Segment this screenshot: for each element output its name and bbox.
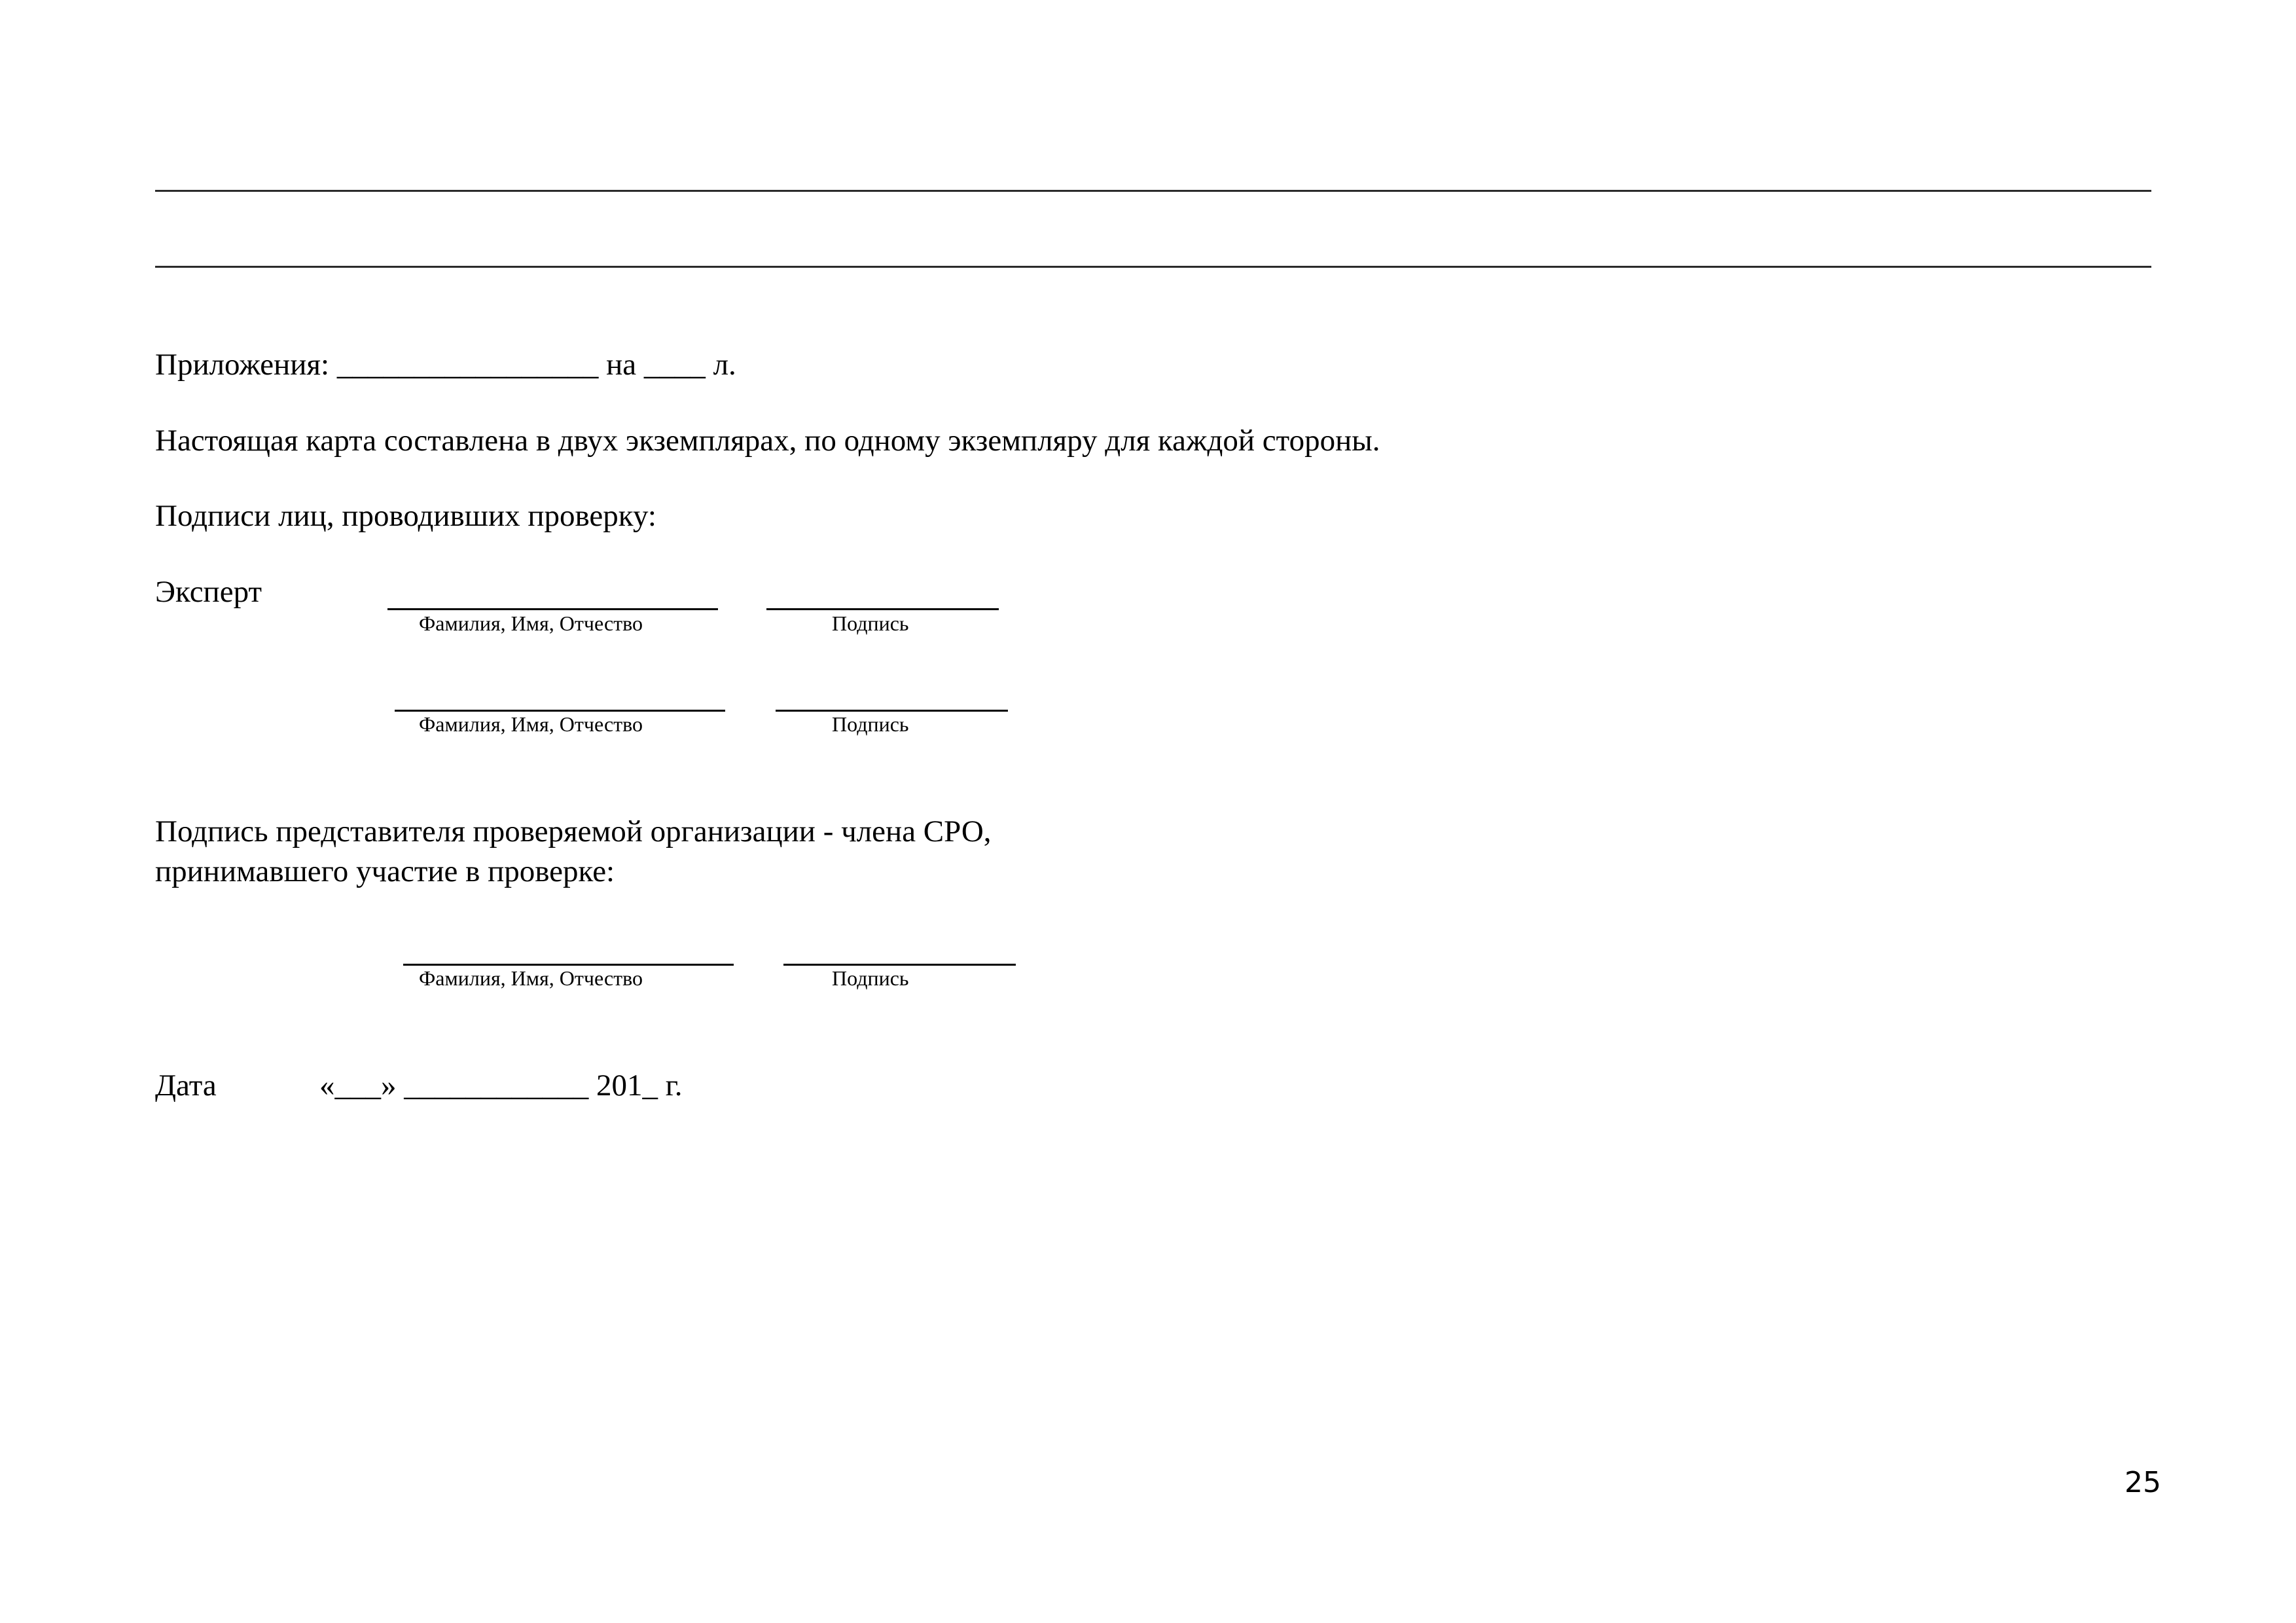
- representative-name-line[interactable]: [403, 964, 734, 966]
- expert-1-name-caption: Фамилия, Имя, Отчество: [419, 611, 643, 635]
- expert-2-signature-caption: Подпись: [832, 712, 909, 736]
- representative-signature-line[interactable]: [783, 964, 1016, 966]
- expert-1-signature-line[interactable]: [766, 608, 999, 610]
- representative-heading-line2: принимавшего участие в проверке:: [155, 854, 615, 888]
- attachments-line: Приложения: _________________ на ____ л.: [155, 348, 736, 382]
- blank-line-1: [155, 190, 2151, 192]
- date-label: Дата: [155, 1068, 217, 1103]
- expert-1-name-line[interactable]: [387, 608, 718, 610]
- representative-name-caption: Фамилия, Имя, Отчество: [419, 966, 643, 990]
- expert-label: Эксперт: [155, 575, 262, 609]
- page-number: 25: [2125, 1466, 2161, 1499]
- representative-signature-caption: Подпись: [832, 966, 909, 990]
- copies-note: Настоящая карта составлена в двух экземплярах, по одному экземпляру для каждой стороны.: [155, 424, 1380, 458]
- inspectors-heading: Подписи лиц, проводивших проверку:: [155, 499, 656, 533]
- representative-heading-line1: Подпись представителя проверяемой организации - члена СРО,: [155, 814, 992, 848]
- expert-2-name-line[interactable]: [395, 710, 725, 712]
- date-value[interactable]: «___» ____________ 201_ г.: [319, 1068, 683, 1103]
- expert-1-signature-caption: Подпись: [832, 611, 909, 635]
- blank-line-2: [155, 266, 2151, 268]
- expert-2-name-caption: Фамилия, Имя, Отчество: [419, 712, 643, 736]
- expert-2-signature-line[interactable]: [776, 710, 1008, 712]
